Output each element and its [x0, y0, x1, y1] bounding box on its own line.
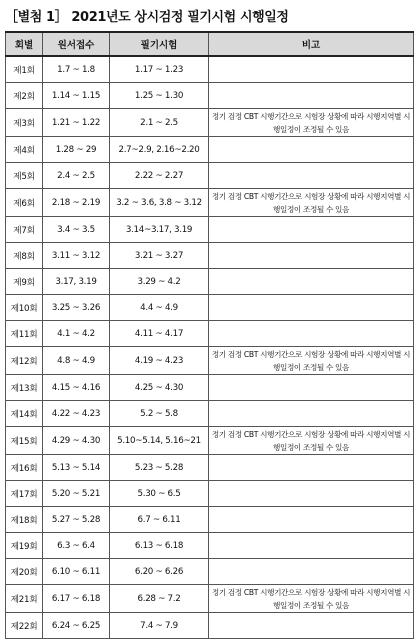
table-row [6, 269, 414, 295]
exam-date-cell: 4.4 ~ 4.9 [110, 295, 209, 321]
round-cell: 제6회 [6, 189, 43, 217]
exam-date-cell: 3.21 ~ 3.27 [110, 243, 209, 269]
header-apply: 원서접수 [43, 32, 110, 56]
exam-date-cell: 1.17 ~ 1.23 [110, 56, 209, 83]
table-row [6, 375, 414, 401]
table-row [6, 137, 414, 163]
table-row [6, 56, 414, 83]
apply-date-cell: 5.13 ~ 5.14 [43, 455, 110, 481]
table-row [6, 217, 414, 243]
note-cell [209, 401, 414, 427]
round-cell: 제7회 [6, 217, 43, 243]
apply-date-cell: 3.11 ~ 3.12 [43, 243, 110, 269]
round-cell: 제13회 [6, 375, 43, 401]
exam-date-cell: 5.23 ~ 5.28 [110, 455, 209, 481]
apply-date-cell: 2.18 ~ 2.19 [43, 189, 110, 217]
note-cell [209, 269, 414, 295]
note-cell: 정기 검정 CBT 시행기간으로 시험장 상황에 따라 시행지역별 시행일정이 조정될 수 있음 [209, 427, 414, 455]
exam-date-cell: 4.11 ~ 4.17 [110, 321, 209, 347]
round-cell: 제10회 [6, 295, 43, 321]
note-cell [209, 137, 414, 163]
round-cell: 제22회 [6, 613, 43, 639]
header-round: 회별 [6, 32, 43, 56]
round-cell: 제17회 [6, 481, 43, 507]
table-header [6, 32, 414, 56]
table-row [6, 613, 414, 639]
header-exam: 필기시험 [110, 32, 209, 56]
apply-date-cell: 3.4 ~ 3.5 [43, 217, 110, 243]
exam-date-cell: 5.30 ~ 6.5 [110, 481, 209, 507]
apply-date-cell: 1.14 ~ 1.15 [43, 83, 110, 109]
note-cell [209, 321, 414, 347]
round-cell: 제11회 [6, 321, 43, 347]
apply-date-cell: 1.21 ~ 1.22 [43, 109, 110, 137]
round-cell: 제3회 [6, 109, 43, 137]
exam-date-cell: 4.25 ~ 4.30 [110, 375, 209, 401]
exam-date-cell: 4.19 ~ 4.23 [110, 347, 209, 375]
note-cell [209, 295, 414, 321]
apply-date-cell: 6.17 ~ 6.18 [43, 585, 110, 613]
note-cell: 정기 검정 CBT 시행기간으로 시험장 상황에 따라 시행지역별 시행일정이 조정될 수 있음 [209, 109, 414, 137]
exam-date-cell: 2.22 ~ 2.27 [110, 163, 209, 189]
apply-date-cell: 4.1 ~ 4.2 [43, 321, 110, 347]
exam-date-cell: 6.20 ~ 6.26 [110, 559, 209, 585]
round-cell: 제5회 [6, 163, 43, 189]
apply-date-cell: 4.8 ~ 4.9 [43, 347, 110, 375]
apply-date-cell: 4.22 ~ 4.23 [43, 401, 110, 427]
exam-date-cell: 7.4 ~ 7.9 [110, 613, 209, 639]
note-cell [209, 217, 414, 243]
table-body [6, 56, 414, 639]
apply-date-cell: 5.20 ~ 5.21 [43, 481, 110, 507]
round-cell: 제1회 [6, 56, 43, 83]
round-cell: 제9회 [6, 269, 43, 295]
note-cell [209, 83, 414, 109]
exam-date-cell: 3.29 ~ 4.2 [110, 269, 209, 295]
exam-date-cell: 5.10~5.14, 5.16~21 [110, 427, 209, 455]
apply-date-cell: 6.3 ~ 6.4 [43, 533, 110, 559]
table-row [6, 189, 414, 217]
round-cell: 제15회 [6, 427, 43, 455]
apply-date-cell: 4.15 ~ 4.16 [43, 375, 110, 401]
table-row [6, 321, 414, 347]
table-row [6, 243, 414, 269]
note-cell: 정기 검정 CBT 시행기간으로 시험장 상황에 따라 시행지역별 시행일정이 조정될 수 있음 [209, 347, 414, 375]
round-cell: 제14회 [6, 401, 43, 427]
round-cell: 제8회 [6, 243, 43, 269]
document-title: ［별첨 1］ 2021년도 상시검정 필기시험 시행일정 [5, 10, 289, 25]
exam-date-cell: 2.7~2.9, 2.16~2.20 [110, 137, 209, 163]
table-row [6, 163, 414, 189]
round-cell: 제12회 [6, 347, 43, 375]
header-note: 비고 [209, 32, 414, 56]
exam-date-cell: 6.13 ~ 6.18 [110, 533, 209, 559]
note-cell [209, 559, 414, 585]
table-row [6, 427, 414, 455]
note-cell [209, 56, 414, 83]
table-row [6, 507, 414, 533]
exam-date-cell: 1.25 ~ 1.30 [110, 83, 209, 109]
exam-date-cell: 5.2 ~ 5.8 [110, 401, 209, 427]
round-cell: 제2회 [6, 83, 43, 109]
apply-date-cell: 2.4 ~ 2.5 [43, 163, 110, 189]
exam-date-cell: 6.28 ~ 7.2 [110, 585, 209, 613]
exam-date-cell: 3.2 ~ 3.6, 3.8 ~ 3.12 [110, 189, 209, 217]
exam-date-cell: 3.14~3.17, 3.19 [110, 217, 209, 243]
round-cell: 제18회 [6, 507, 43, 533]
apply-date-cell: 1.28 ~ 29 [43, 137, 110, 163]
note-cell [209, 375, 414, 401]
apply-date-cell: 6.24 ~ 6.25 [43, 613, 110, 639]
table-row [6, 455, 414, 481]
round-cell: 제19회 [6, 533, 43, 559]
apply-date-cell: 5.27 ~ 5.28 [43, 507, 110, 533]
schedule-table [5, 31, 414, 639]
round-cell: 제16회 [6, 455, 43, 481]
table-row [6, 481, 414, 507]
round-cell: 제4회 [6, 137, 43, 163]
table-row [6, 109, 414, 137]
apply-date-cell: 3.25 ~ 3.26 [43, 295, 110, 321]
table-row [6, 347, 414, 375]
note-cell [209, 481, 414, 507]
table-row [6, 401, 414, 427]
header-row [6, 32, 414, 56]
note-cell [209, 507, 414, 533]
table-row [6, 83, 414, 109]
apply-date-cell: 1.7 ~ 1.8 [43, 56, 110, 83]
note-cell [209, 163, 414, 189]
note-cell: 정기 검정 CBT 시행기간으로 시험장 상황에 따라 시행지역별 시행일정이 조정될 수 있음 [209, 189, 414, 217]
note-cell [209, 533, 414, 559]
table-row [6, 559, 414, 585]
round-cell: 제21회 [6, 585, 43, 613]
round-cell: 제20회 [6, 559, 43, 585]
table-row [6, 585, 414, 613]
note-cell [209, 243, 414, 269]
table-row [6, 295, 414, 321]
apply-date-cell: 4.29 ~ 4.30 [43, 427, 110, 455]
exam-date-cell: 6.7 ~ 6.11 [110, 507, 209, 533]
apply-date-cell: 6.10 ~ 6.11 [43, 559, 110, 585]
exam-date-cell: 2.1 ~ 2.5 [110, 109, 209, 137]
apply-date-cell: 3.17, 3.19 [43, 269, 110, 295]
note-cell [209, 613, 414, 639]
table-row [6, 533, 414, 559]
note-cell: 정기 검정 CBT 시행기간으로 시험장 상황에 따라 시행지역별 시행일정이 조정될 수 있음 [209, 585, 414, 613]
note-cell [209, 455, 414, 481]
